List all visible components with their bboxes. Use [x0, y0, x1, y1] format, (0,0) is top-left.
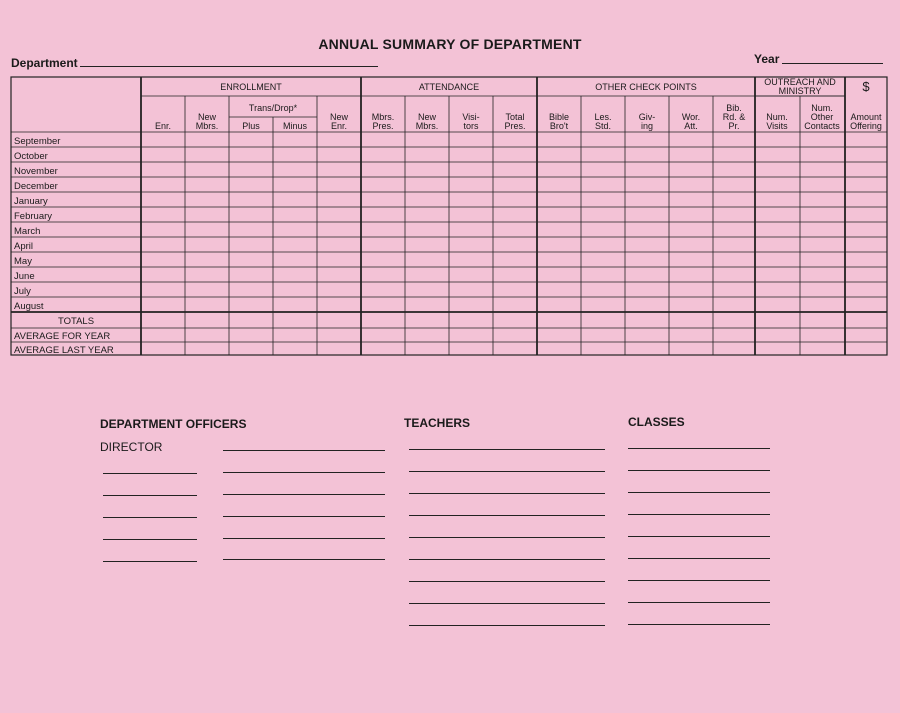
col-line2: Pres. — [372, 121, 394, 131]
officer-name-field[interactable] — [223, 494, 385, 495]
class-field[interactable] — [628, 470, 770, 471]
class-field[interactable] — [628, 624, 770, 625]
row-label: May — [14, 256, 32, 267]
row-label: June — [14, 271, 35, 282]
col-plus — [242, 121, 260, 131]
col-line1: Wor. — [681, 112, 701, 122]
col-line1: New — [329, 112, 349, 122]
class-field[interactable] — [628, 514, 770, 515]
col-giving-l2 — [641, 121, 653, 131]
teacher-field[interactable] — [409, 471, 605, 472]
col-line1: Rd. & — [722, 112, 746, 122]
teacher-field[interactable] — [409, 603, 605, 604]
col-line1: Les. — [594, 112, 612, 122]
col-line1: Total — [505, 112, 525, 122]
classes-heading: CLASSES — [628, 415, 685, 429]
teachers-heading: TEACHERS — [404, 416, 471, 430]
teacher-field[interactable] — [409, 537, 605, 538]
outreach-header-line1: OUTREACH AND — [764, 77, 836, 87]
col-bib-rd-pr-l2 — [728, 121, 739, 131]
totals-label: TOTALS — [57, 316, 95, 327]
enrollment-group-header: ENROLLMENT — [220, 82, 282, 92]
dollar-header: $ — [862, 79, 870, 94]
teacher-field[interactable] — [409, 515, 605, 516]
col-minus — [283, 121, 308, 131]
class-field[interactable] — [628, 492, 770, 493]
col-line1: Giv- — [638, 112, 656, 122]
col-wor-att-l2 — [684, 121, 698, 131]
average-for-year-label: AVERAGE FOR YEAR — [14, 331, 111, 342]
teacher-field[interactable] — [409, 449, 605, 450]
teacher-field[interactable] — [409, 559, 605, 560]
teacher-field[interactable] — [409, 625, 605, 626]
row-label: August — [14, 301, 44, 312]
col-line2: ing — [640, 121, 654, 131]
officer-title-field[interactable] — [103, 473, 197, 474]
officer-name-field[interactable] — [223, 559, 385, 560]
officer-name-field[interactable] — [223, 538, 385, 539]
class-field[interactable] — [628, 448, 770, 449]
col-line2: Enr. — [330, 121, 348, 131]
col-line1: Num. — [766, 112, 788, 122]
officer-title-field[interactable] — [103, 561, 197, 562]
col-total-pres-l2 — [504, 121, 525, 131]
col-line2: Bro't — [549, 121, 569, 131]
col-line2: Plus — [242, 121, 260, 131]
officer-title-field[interactable] — [103, 517, 197, 518]
col-line2: Offering — [850, 121, 882, 131]
col-num-visits-l2 — [766, 121, 788, 131]
class-field[interactable] — [628, 580, 770, 581]
row-label: February — [14, 211, 53, 222]
col-line2: Pr. — [728, 121, 740, 131]
class-field[interactable] — [628, 536, 770, 537]
col-line2: Std. — [594, 121, 612, 131]
col-amount-offering-l2 — [850, 121, 882, 131]
col-line1: Visi- — [462, 112, 480, 122]
class-field[interactable] — [628, 602, 770, 603]
col-line2: Mbrs. — [195, 121, 219, 131]
director-field[interactable] — [223, 450, 385, 451]
col-line2: Pres. — [504, 121, 526, 131]
col-bible-brot-l2 — [550, 121, 569, 131]
col-num-other-contacts-l2 — [804, 121, 840, 131]
col-visitors-l2 — [463, 121, 479, 131]
col-line2: Enr. — [154, 121, 172, 131]
officer-title-field[interactable] — [103, 495, 197, 496]
row-label: March — [14, 226, 41, 237]
col-line0: Num. — [811, 103, 833, 113]
department-label: Department — [11, 56, 78, 70]
class-field[interactable] — [628, 558, 770, 559]
row-label: November — [14, 166, 58, 177]
row-label: December — [14, 181, 58, 192]
col-line2: Att. — [684, 121, 698, 131]
teacher-field[interactable] — [409, 493, 605, 494]
col-enr — [155, 121, 171, 131]
col-les-std-l2 — [595, 121, 611, 131]
row-label: April — [14, 241, 34, 252]
col-mbrs-pres-l2 — [372, 121, 393, 131]
col-new-mbrs-l2 — [196, 121, 219, 131]
officer-name-field[interactable] — [223, 472, 385, 473]
trans-drop-header: Trans/Drop* — [248, 103, 298, 113]
col-line1: Bible — [548, 112, 570, 122]
average-last-year-label: AVERAGE LAST YEAR — [14, 345, 114, 356]
col-line1: Other — [810, 112, 834, 122]
col-line1: New — [417, 112, 437, 122]
department-officers-heading: DEPARTMENT OFFICERS — [100, 417, 247, 431]
year-label: Year — [754, 52, 780, 66]
col-line2: tors — [463, 121, 479, 131]
teacher-field[interactable] — [409, 581, 605, 582]
col-line1: Amount — [850, 112, 882, 122]
attendance-group-header: ATTENDANCE — [418, 82, 480, 92]
row-label: October — [14, 151, 48, 162]
row-label: January — [14, 196, 48, 207]
col-line2: Visits — [766, 121, 788, 131]
col-line2: Minus — [282, 121, 308, 131]
col-line0: Bib. — [726, 103, 742, 113]
officer-name-field[interactable] — [223, 516, 385, 517]
director-label: DIRECTOR — [100, 440, 163, 454]
officer-title-field[interactable] — [103, 539, 197, 540]
col-line1: New — [197, 112, 217, 122]
other-check-points-header: OTHER CHECK POINTS — [595, 82, 697, 92]
col-line2: Mbrs. — [415, 121, 439, 131]
col-new-enr-l2 — [331, 121, 347, 131]
col-line1: Mbrs. — [371, 112, 395, 122]
row-label: July — [14, 286, 31, 297]
form-title: ANNUAL SUMMARY OF DEPARTMENT — [318, 36, 582, 52]
row-label: September — [14, 136, 61, 147]
col-att-new-mbrs-l2 — [416, 121, 439, 131]
outreach-header-line2: MINISTRY — [778, 86, 822, 96]
col-line2: Contacts — [804, 121, 840, 131]
